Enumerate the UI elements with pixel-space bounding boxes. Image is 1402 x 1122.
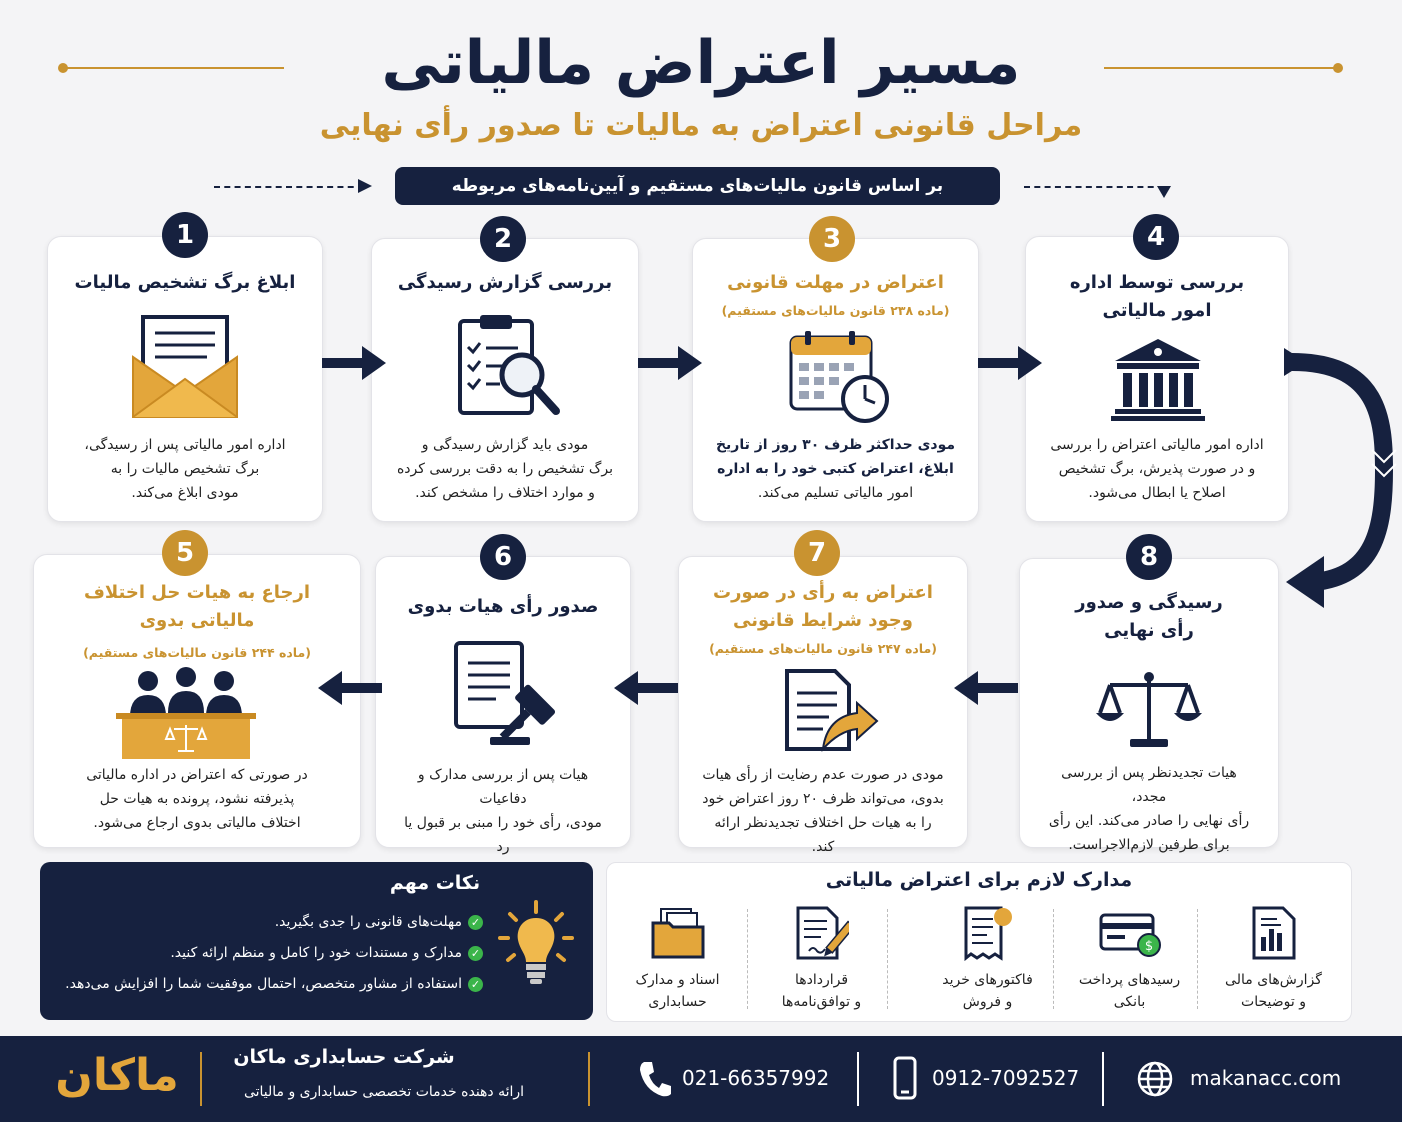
step-card-6 [375,556,631,855]
step-desc [701,763,945,859]
document-divider [1053,909,1054,1009]
document-label-line: رسیدهای پرداخت [1078,972,1181,988]
step-desc-line: پذیرفته نشود، پرونده به هیات حل [99,791,295,807]
lightbulb-icon [496,900,576,986]
step-title [1032,589,1266,645]
step-desc-line: را به هیات حل اختلاف تجدیدنظر ارائه کند. [714,815,932,855]
company-logo: ماکان [55,1050,179,1101]
contract-icon [795,905,849,961]
document-forward-icon [783,667,879,753]
step-card-8 [1019,558,1279,853]
required-documents-box [606,862,1352,1022]
step-number-7: 7 [794,530,840,576]
website-link[interactable]: makanacc.com [1190,1066,1342,1090]
document-label-line: و توضیحات [1241,994,1306,1010]
arrow-left-icon [614,671,678,705]
step-title [1038,269,1276,325]
step-desc-line: برگ تشخیص مالیات را به [110,461,260,477]
verdict-gavel-icon [450,639,570,751]
banner-dash-right [1024,186,1164,188]
step-card-3 [692,238,979,522]
arrow-right-icon [978,346,1042,380]
tip-item [65,976,483,992]
step-law-note: (ماده ۲۴۷ قانون مالیات‌های مستقیم) [709,641,937,656]
government-building-icon [1111,337,1205,421]
step-desc [1042,761,1256,857]
step-number-2: 2 [480,216,526,262]
step-title-line: رأی نهایی [1104,620,1194,641]
step-title-line: رسیدگی و صدور [1075,592,1223,613]
important-tips-box [40,862,593,1020]
step-title [691,579,955,635]
step-desc-line: هیات تجدیدنظر پس از بررسی مجدد، [1061,765,1237,805]
footer-divider [200,1052,202,1106]
step-number-3: 3 [809,216,855,262]
step-desc [715,433,956,505]
step-card-1 [47,236,323,522]
document-item [925,903,1050,1013]
step-desc-line: در صورتی که اعتراض در اداره مالیاتی [86,767,308,783]
phone-number[interactable]: 021-66357992 [682,1066,830,1090]
step-card-2 [371,238,639,522]
step-number-1: 1 [162,212,208,258]
document-divider [1197,909,1198,1009]
document-label-line: و توافق‌نامه‌ها [781,994,862,1010]
banner-arrow-down-icon [1157,186,1171,200]
envelope-icon [131,313,239,419]
document-label-line: فاکتورهای خرید [942,972,1033,988]
step-title-line: وجود شرایط قانونی [733,610,913,631]
document-label-line: حسابداری [648,994,707,1010]
document-label [1067,969,1192,1013]
title-deco-line-left [64,67,284,69]
step-desc-line: مودی، رأی خود را مبنی بر قبول یا رد [404,815,602,855]
step-number-4: 4 [1133,214,1179,260]
arrow-left-icon [954,671,1018,705]
step-desc-line: و موارد اختلاف را مشخص کند. [415,485,595,501]
step-desc-line: برای طرفین لازم‌الاجراست. [1068,837,1230,853]
step-title: ابلاغ برگ تشخیص مالیات [74,272,296,293]
step-card-7 [678,556,968,855]
invoice-icon [963,905,1013,961]
banner-arrow-left-icon [358,179,372,193]
check-icon: ✓ [468,946,483,961]
step-card-4 [1025,236,1289,522]
title-deco-line-right [1104,67,1338,69]
footer-divider [588,1052,590,1106]
step-number-6: 6 [480,534,526,580]
step-title [46,579,348,635]
tip-text: مهلت‌های قانونی را جدی بگیرید. [274,914,462,930]
svg-text:$: $ [1144,939,1154,954]
step-desc [394,433,616,505]
check-icon: ✓ [468,977,483,992]
document-label-line: قراردادها [794,972,849,988]
document-label [759,969,884,1013]
step-desc [1048,433,1266,505]
step-desc-line: رأی نهایی را صادر می‌کند. این رأی [1048,813,1250,829]
globe-icon[interactable] [1136,1060,1174,1098]
step-desc-line: مودی ابلاغ می‌کند. [131,485,239,501]
step-desc-line: اختلاف مالیاتی بدوی ارجاع می‌شود. [93,815,301,831]
step-title: بررسی گزارش رسیدگی [397,272,613,293]
arrow-right-icon [322,346,386,380]
step-desc [70,433,300,505]
step-title-line: اعتراض به رأی در صورت [713,582,933,603]
tip-text: مدارک و مستندات خود را کامل و منظم ارائه کنید. [170,945,462,961]
step-desc-line: برگ تشخیص را به دقت بررسی کرده [396,461,614,477]
law-banner: بر اساس قانون مالیات‌های مستقیم و آیین‌نامه‌های مربوطه [395,167,1000,205]
bank-receipt-icon [1097,911,1161,959]
step-number-5: 5 [162,530,208,576]
check-icon: ✓ [468,915,483,930]
documents-title: مدارک لازم برای اعتراض مالیاتی [825,869,1133,891]
committee-icon [116,667,256,759]
scales-of-justice-icon [1096,669,1202,751]
document-item [759,903,884,1013]
footer-divider [857,1052,859,1106]
step-title-line: مالیاتی بدوی [139,610,255,631]
document-item [1211,903,1336,1013]
mobile-number[interactable]: 0912-7092527 [932,1066,1080,1090]
document-divider [747,909,748,1009]
step-desc-line: اداره امور مالیاتی پس از رسیدگی، [84,437,286,453]
company-tagline: ارائه دهنده خدمات تخصصی حسابداری و مالیاتی [243,1084,525,1100]
step-card-5 [33,554,361,848]
accounting-folder-icon [651,907,707,959]
document-item [615,903,740,1013]
document-label-line: اسناد و مدارک [635,972,720,988]
banner-dash-left [214,186,364,188]
step-desc-line: ابلاغ، اعتراض کتبی خود را به اداره [717,461,954,477]
document-item [1067,903,1192,1013]
document-label [1211,969,1336,1013]
step-desc-line: مودی حداکثر ظرف ۳۰ روز از تاریخ [715,437,956,453]
step-title: صدور رأی هیات بدوی [407,596,599,617]
page-title: مسیر اعتراض مالیاتی [381,28,1021,98]
calendar-clock-icon [787,329,893,425]
document-label [615,969,740,1013]
page-subtitle: مراحل قانونی اعتراض به مالیات تا صدور رأی نهایی [319,108,1083,143]
step-title-line: بررسی توسط اداره [1069,272,1245,293]
financial-report-icon [1251,905,1297,961]
clipboard-search-icon [454,311,564,421]
step-desc-line: امور مالیاتی تسلیم می‌کند. [757,485,914,501]
phone-icon[interactable] [638,1060,672,1098]
step-desc-line: اصلاح یا ابطال می‌شود. [1088,485,1226,501]
step-desc-line: هیات پس از بررسی مدارک و دفاعیات [417,767,589,807]
arrow-left-icon [318,671,382,705]
arrow-right-icon [638,346,702,380]
step-title-line: ارجاع به هیات حل اختلاف [83,582,311,603]
document-divider [887,909,888,1009]
tip-text: استفاده از مشاور متخصص، احتمال موفقیت شما را افزایش می‌دهد. [65,976,462,992]
tip-item [275,914,483,930]
curved-arrow-icon [1284,340,1400,620]
step-desc-line: و در صورت پذیرش، برگ تشخیص [1058,461,1256,477]
footer [0,1036,1402,1122]
document-label [925,969,1050,1013]
step-desc-line: مودی باید گزارش رسیدگی و [421,437,589,453]
step-desc-line: اداره امور مالیاتی اعتراض را بررسی [1050,437,1264,453]
tips-title: نکات مهم [389,872,481,894]
step-law-note: (ماده ۲۳۸ قانون مالیات‌های مستقیم) [721,303,950,318]
step-law-note: (ماده ۲۴۴ قانون مالیات‌های مستقیم) [83,645,311,660]
tip-item [170,945,483,961]
title-deco-dot-right [1333,63,1343,73]
document-label-line: گزارش‌های مالی [1225,972,1322,988]
step-desc-line: بدوی، می‌تواند ظرف ۲۰ روز اعتراض خود [702,791,944,807]
document-label-line: بانکی [1113,994,1146,1010]
footer-divider [1102,1052,1104,1106]
step-title-line: امور مالیاتی [1102,300,1212,321]
mobile-phone-icon[interactable] [893,1056,917,1100]
document-label-line: و فروش [962,994,1013,1010]
step-desc-line: مودی در صورت عدم رضایت از رأی هیات [702,767,944,783]
step-number-8: 8 [1126,534,1172,580]
step-desc [56,763,338,835]
step-title: اعتراض در مهلت قانونی [727,272,944,293]
company-name: شرکت حسابداری ماکان [233,1046,455,1068]
